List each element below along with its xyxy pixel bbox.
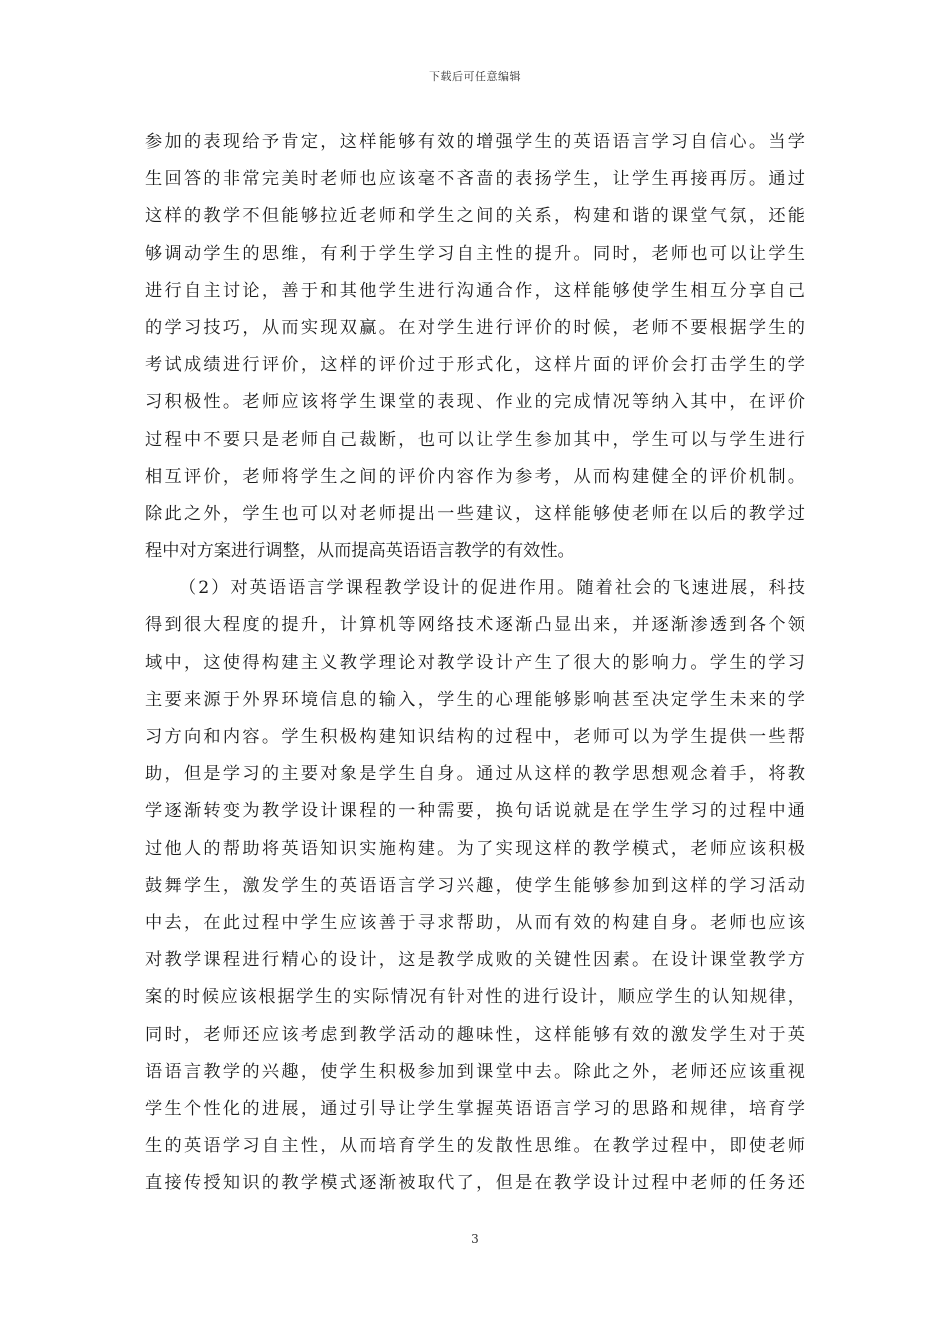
text-line: 习方向和内容。学生积极构建知识结构的过程中，老师可以为学生提供一些帮 (145, 727, 805, 747)
text-line: 过程中不要只是老师自己裁断，也可以让学生参加其中，学生可以与学生进行 (145, 429, 805, 450)
text-line: 语语言教学的兴趣，使学生积极参加到课堂中去。除此之外，老师还应该重视 (145, 1061, 805, 1082)
text-line: 过他人的帮助将英语知识实施构建。为了实现这样的教学模式，老师应该积极 (145, 838, 805, 859)
text-line: 相互评价，老师将学生之间的评价内容作为参考，从而构建健全的评价机制。 (145, 466, 805, 487)
text-line: 进行自主讨论，善于和其他学生进行沟通合作，这样能够使学生相互分享自己 (145, 280, 805, 301)
text-line: 学逐渐转变为教学设计课程的一种需要，换句话说就是在学生学习的过程中通 (145, 801, 805, 822)
text-line: 对教学课程进行精心的设计，这是教学成败的关键性因素。在设计课堂教学方 (145, 950, 805, 971)
page-number: 3 (471, 1232, 479, 1246)
page-header: 下载后可任意编辑 (429, 70, 521, 83)
text-line: 的学习技巧，从而实现双赢。在对学生进行评价的时候，老师不要根据学生的 (145, 317, 805, 338)
text-line: 鼓舞学生，激发学生的英语语言学习兴趣，使学生能够参加到这样的学习活动 (145, 875, 805, 896)
text-line: 案的时候应该根据学生的实际情况有针对性的进行设计，顺应学生的认知规律， (145, 987, 805, 1008)
document-body (145, 124, 805, 1202)
text-line: 助，但是学习的主要对象是学生自身。通过从这样的教学思想观念着手，将教 (145, 764, 805, 785)
text-line: 生回答的非常完美时老师也应该毫不吝啬的表扬学生，让学生再接再厉。通过 (145, 169, 805, 190)
text-line: 学生个性化的进展，通过引导让学生掌握英语语言学习的思路和规律，培育学 (145, 1098, 805, 1119)
text-line: 域中，这使得构建主义教学理论对教学设计产生了很大的影响力。学生的学习 (145, 652, 805, 673)
text-line: 这样的教学不但能够拉近老师和学生之间的关系，构建和谐的课堂气氛，还能 (145, 206, 805, 227)
text-line: 得到很大程度的提升，计算机等网络技术逐渐凸显出来，并逐渐渗透到各个领 (145, 615, 805, 636)
paragraph-feedback (145, 124, 805, 570)
text-line: 习积极性。老师应该将学生课堂的表现、作业的完成情况等纳入其中，在评价 (145, 392, 805, 413)
text-line: 够调动学生的思维，有利于学生学习自主性的提升。同时，老师也可以让学生 (145, 243, 805, 264)
text-line: 主要来源于外界环境信息的输入，学生的心理能够影响甚至决定学生未来的学 (145, 689, 805, 710)
text-line: 中去，在此过程中学生应该善于寻求帮助，从而有效的构建自身。老师也应该 (145, 912, 805, 933)
text-line: （2）对英语语言学课程教学设计的促进作用。随着社会的飞速进展，科技 (179, 578, 805, 599)
text-line: 直接传授知识的教学模式逐渐被取代了，但是在教学设计过程中老师的任务还 (145, 1173, 805, 1194)
text-line: 除此之外，学生也可以对老师提出一些建议，这样能够使老师在以后的教学过 (145, 503, 805, 524)
text-line: 同时，老师还应该考虑到教学活动的趣味性，这样能够有效的激发学生对于英 (145, 1024, 805, 1045)
text-line: 生的英语学习自主性，从而培育学生的发散性思维。在教学过程中，即使老师 (145, 1136, 805, 1157)
paragraph-course-design (145, 570, 805, 1202)
text-line: 参加的表现给予肯定，这样能够有效的增强学生的英语语言学习自信心。当学 (145, 132, 805, 152)
text-line: 程中对方案进行调整，从而提高英语语言教学的有效性。 (145, 541, 575, 562)
text-line: 考试成绩进行评价，这样的评价过于形式化，这样片面的评价会打击学生的学 (145, 355, 805, 376)
